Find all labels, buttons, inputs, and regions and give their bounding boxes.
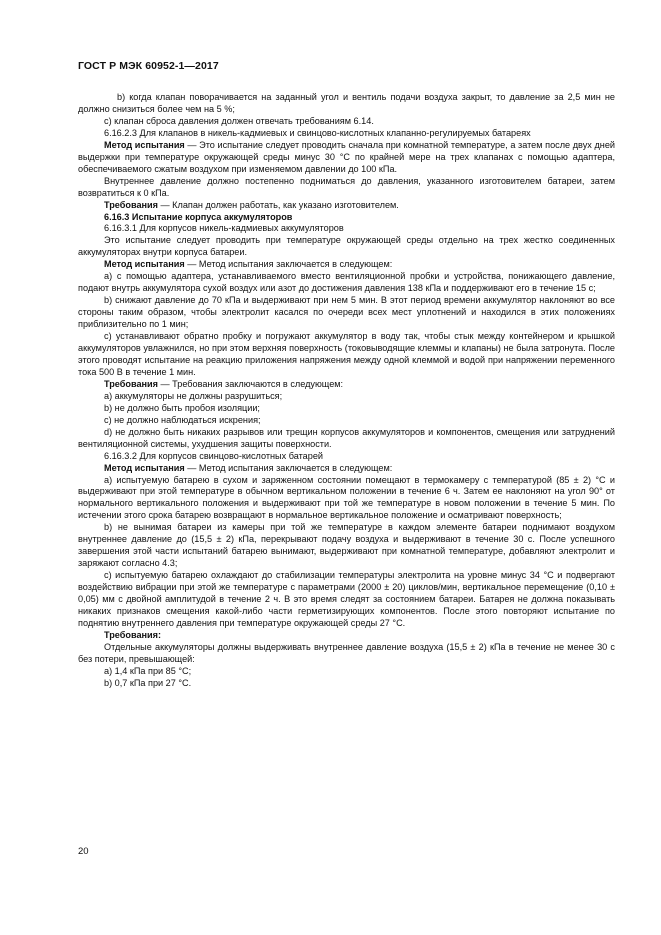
page-number: 20	[78, 846, 89, 857]
paragraph	[78, 128, 615, 140]
paragraph-text: c) не должно наблюдаться искрения;	[104, 414, 261, 425]
paragraph-text: — Метод испытания заключается в следующем:	[184, 462, 393, 473]
paragraph-text: 6.16.3.1 Для корпусов никель-кадмиевых аккумуляторов	[104, 223, 344, 234]
standard-designation: ГОСТ Р МЭК 60952-1—2017	[78, 60, 219, 72]
paragraph-text: c) клапан сброса давления должен отвечать требованиям 6.14.	[104, 115, 374, 126]
paragraph-text: a) 1,4 кПа при 85 °C;	[104, 665, 192, 676]
paragraph	[78, 570, 615, 630]
paragraph-text: b) 0,7 кПа при 27 °C.	[104, 677, 192, 688]
paragraph-text: b) не должно быть пробоя изоляции;	[104, 402, 260, 413]
paragraph	[78, 295, 615, 331]
section-heading-text: 6.16.3 Испытание корпуса аккумуляторов	[104, 211, 293, 222]
paragraph-text: a) аккумуляторы не должны разрушиться;	[104, 390, 283, 401]
paragraph	[78, 235, 615, 259]
paragraph	[78, 391, 615, 403]
paragraph-text: — Клапан должен работать, как указано изготовителем.	[157, 199, 399, 210]
paragraph-text: — Это испытание следует проводить сначала при комнатной температуре, а затем после двух дней выдержки при температуре окружающей среды минус 30 °C по крайней мере на трех клапанах с помощью адаптера, обеспечиваемого сжатым воздухом при изменяемом давлении до 100 кПа.	[78, 139, 615, 174]
paragraph	[78, 463, 615, 475]
paragraph-text: Внутреннее давление должно постепенно подниматься до давления, указанного изготовителем батареи, затем возвратиться к 0 кПа.	[78, 175, 615, 198]
paragraph-text: b) снижают давление до 70 кПа и выдерживают при нем 5 мин. В этот период времени аккумулятор наклоняют во все стороны таким образом, чтобы электролит касался по очереди всех мест уплотнений и находился в этих положениях приблизительно по 1 мин;	[78, 295, 615, 330]
paragraph	[78, 642, 615, 666]
paragraph	[78, 415, 615, 427]
paragraph	[78, 259, 615, 271]
paragraph	[78, 678, 615, 690]
paragraph	[78, 331, 615, 379]
paragraph-text: b) не вынимая батареи из камеры при той же температуре в каждом элементе батареи поднимают воздухом внутреннее давление до (15,5 ± 2) кПа, перекрывают подачу воздуха и выдерживают в течение 30 с. После успешного завершения этой части испытаний батарею вынимают, выдерживают при комнатной температуре, добавляют электролит и заряжают согласно 4.3;	[78, 522, 615, 569]
paragraph-text: — Метод испытания заключается в следующем:	[184, 259, 393, 270]
paragraph-text: a) с помощью адаптера, устанавливаемого вместо вентиляционной пробки и устройства, понижающего давление, подают внутрь аккумулятора сухой воздух или азот до достижения давления 138 кПа и поддерживают его в течение 15 с;	[78, 271, 615, 294]
paragraph	[78, 451, 615, 463]
paragraph	[78, 522, 615, 570]
paragraph-text: c) испытуемую батарею охлаждают до стабилизации температуры электролита на уровне минус 34 °C и подвергают воздействию вибрации при этой же температуре с параметрами (2000 ± 20) циклов/мин, вертикальное перемещение (0,10 ± 0,05) мм с двойной амплитудой в течение 2 ч. В это время следят за состоянием батареи. Батарея не должна показывать никаких признаков смещения какой-либо части герметизирующих компонентов. После этого повторяют испытание по поднятию внутреннего давления при температуре окружающей среды 27 °C.	[78, 570, 615, 628]
paragraph-lead: Метод испытания	[104, 462, 185, 473]
paragraph	[78, 403, 615, 415]
paragraph	[78, 223, 615, 235]
paragraph-lead: Требования	[104, 199, 158, 210]
paragraph-text: 6.16.2.3 Для клапанов в никель-кадмиевых и свинцово-кислотных клапанно-регулируемых батареях	[104, 127, 531, 138]
paragraph	[78, 475, 615, 523]
paragraph-lead: Метод испытания	[104, 139, 185, 150]
paragraph-text: b) когда клапан поворачивается на заданный угол и вентиль подачи воздуха закрыт, то давление за 2,5 мин не должно снизиться более чем на 5 %;	[78, 92, 615, 114]
paragraph	[78, 92, 615, 116]
paragraph-text: Это испытание следует проводить при температуре окружающей среды отдельно на трех жестко соединенных аккумуляторах внутри корпуса батареи.	[78, 235, 615, 258]
paragraph	[78, 116, 615, 128]
paragraph	[78, 176, 615, 200]
paragraph-lead: Требования	[104, 378, 158, 389]
paragraph	[78, 200, 615, 212]
paragraph	[78, 666, 615, 678]
paragraph-text: d) не должно быть никаких разрывов или трещин корпусов аккумуляторов и компонентов, смещения или затруднений вентиляционной системы, ухудшения защиты поверхности.	[78, 426, 615, 449]
paragraph	[78, 630, 615, 642]
paragraph-lead: Метод испытания	[104, 259, 185, 270]
paragraph-text: c) устанавливают обратно пробку и погружают аккумулятор в воду так, чтобы стык между контейнером и крышкой аккумуляторов увлажнился, но при этом верхняя поверхность (токовыводящие клеммы и клапаны) не была затронута. После этого проводят испытание на реакцию приложения напряжения между одной клеммой и водой при напряжении переменного тока 500 В в течение 1 мин.	[78, 331, 615, 377]
paragraph	[78, 140, 615, 176]
paragraph-text: a) испытуемую батарею в сухом и заряженном состоянии помещают в термокамеру с температурой (85 ± 2) °C и выдерживают при этой температуре в обычном вертикальном положении в течение 6 ч. Затем ее наклоняют на угол 90° от нормального вертикального положения и выдерживают при той же температуре в новом положении в течение 5 мин. По истечении этого срока батарею возвращают в нормальное вертикальное положение и осматривают поверхность;	[78, 474, 615, 521]
paragraph-text: — Требования заключаются в следующем:	[157, 378, 344, 389]
paragraph	[78, 271, 615, 295]
paragraph	[78, 379, 615, 391]
paragraph	[78, 427, 615, 451]
section-heading	[78, 212, 615, 224]
document-body	[78, 92, 615, 690]
paragraph-text: Отдельные аккумуляторы должны выдерживать внутреннее давление воздуха (15,5 ± 2) кПа в течение не менее 30 с без потери, превышающей:	[78, 641, 615, 664]
paragraph-text: 6.16.3.2 Для корпусов свинцово-кислотных батарей	[104, 450, 323, 461]
paragraph-lead: Требования:	[104, 629, 162, 640]
